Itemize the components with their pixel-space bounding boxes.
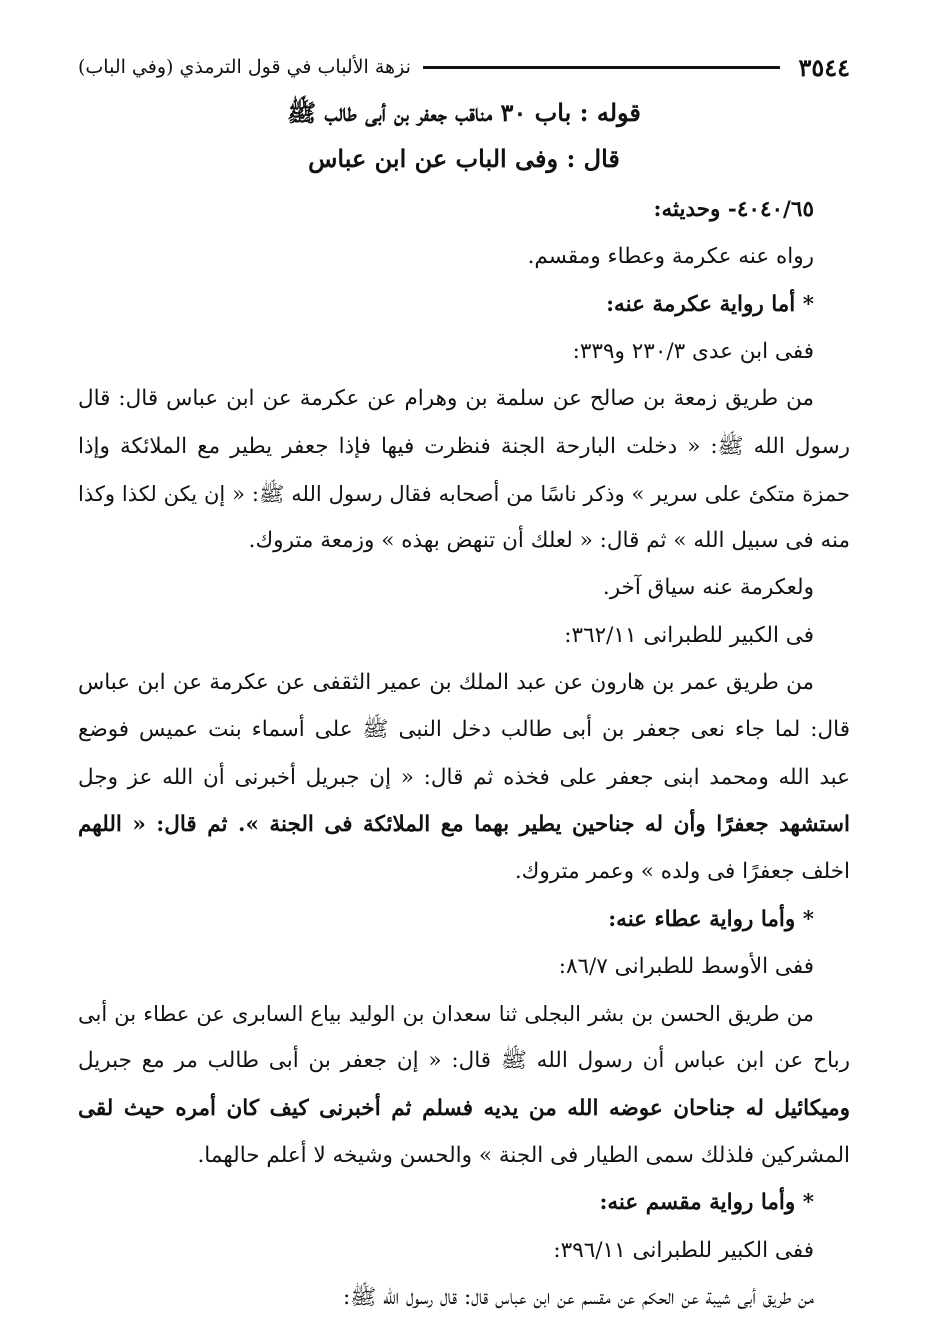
text-line: ففى الأوسط للطبرانى ٨٦/٧: xyxy=(558,953,814,979)
text-line: ففى ابن عدى ٢٣٠/٣ و٣٣٩: xyxy=(572,338,814,364)
text-line: * أما رواية عكرمة عنه: xyxy=(606,291,814,317)
chapter-subtitle: قال : وفى الباب عن ابن عباس xyxy=(308,144,620,173)
text-line: ٤٠٤٠/٦٥- وحديثه: xyxy=(653,197,814,222)
page xyxy=(78,40,850,1320)
page-header xyxy=(78,50,850,84)
text-line: وميكائيل له جناحان عوضه الله من يديه فسلم ثم أخبرنى كيف كان أمره حيث لقى xyxy=(78,1095,850,1121)
text-line: رباح عن ابن عباس أن رسول الله ﷺ قال: « إن جعفر بن أبى طالب مر مع جبريل xyxy=(78,1048,850,1074)
text-line: منه فى سبيل الله » ثم قال: « لعلك أن تنهض بهذه » وزمعة متروك. xyxy=(248,528,850,554)
chapter-title: قوله : باب ٣٠ مناقب جعفر بن أبى طالب ﷺ xyxy=(287,98,641,127)
text-line: * وأما رواية عطاء عنه: xyxy=(608,906,814,932)
text-line: ولعكرمة عنه سياق آخر. xyxy=(602,575,814,601)
text-line: من طريق أبى شيبة عن الحكم عن مقسم عن ابن عباس قال: قال رسول الله ﷺ: xyxy=(343,1284,814,1310)
text-line: رواه عنه عكرمة وعطاء ومقسم. xyxy=(527,244,814,270)
text-line: عبد الله ومحمد ابنى جعفر على فخذه ثم قال: « إن جبريل أخبرنى أن الله عز وجل xyxy=(78,764,850,790)
running-title: نزهة الألباب في قول الترمذي (وفي الباب) xyxy=(78,56,411,78)
text-line: استشهد جعفرًا وأن له جناحين يطير بهما مع الملائكة فى الجنة ». ثم قال: « اللهم xyxy=(78,811,850,837)
text-line: من طريق زمعة بن صالح عن سلمة بن وهرام عن عكرمة عن ابن عباس قال: قال xyxy=(78,386,814,412)
text-line: ففى الكبير للطبرانى ٣٩٦/١١: xyxy=(553,1237,814,1263)
text-line: قال: لما جاء نعى جعفر بن أبى طالب دخل النبى ﷺ على أسماء بنت عميس فوضع xyxy=(78,717,850,743)
header-rule xyxy=(423,66,781,69)
text-line: اخلف جعفرًا فى ولده » وعمر متروك. xyxy=(514,859,850,885)
text-line: * وأما رواية مقسم عنه: xyxy=(599,1190,814,1216)
text-line: رسول الله ﷺ: « دخلت البارحة الجنة فنظرت فيها فإذا جعفر يطير مع الملائكة وإذا xyxy=(78,433,850,459)
text-line: المشركين فلذلك سمى الطيار فى الجنة » والحسن وشيخه لا أعلم حالهما. xyxy=(197,1143,850,1168)
page-number: ٣٥٤٤ xyxy=(798,52,850,82)
text-line: من طريق الحسن بن بشر البجلى ثنا سعدان بن الوليد بياع السابرى عن عطاء بن أبى xyxy=(78,1002,814,1027)
text-line: من طريق عمر بن هارون عن عبد الملك بن عمير الثقفى عن عكرمة عن ابن عباس xyxy=(78,670,814,695)
text-line: فى الكبير للطبرانى ٣٦٢/١١: xyxy=(564,622,814,648)
text-line: حمزة متكئ على سرير » وذكر ناسًا من أصحابه فقال رسول الله ﷺ: « إن يكن لكذا وكذا xyxy=(78,481,850,506)
